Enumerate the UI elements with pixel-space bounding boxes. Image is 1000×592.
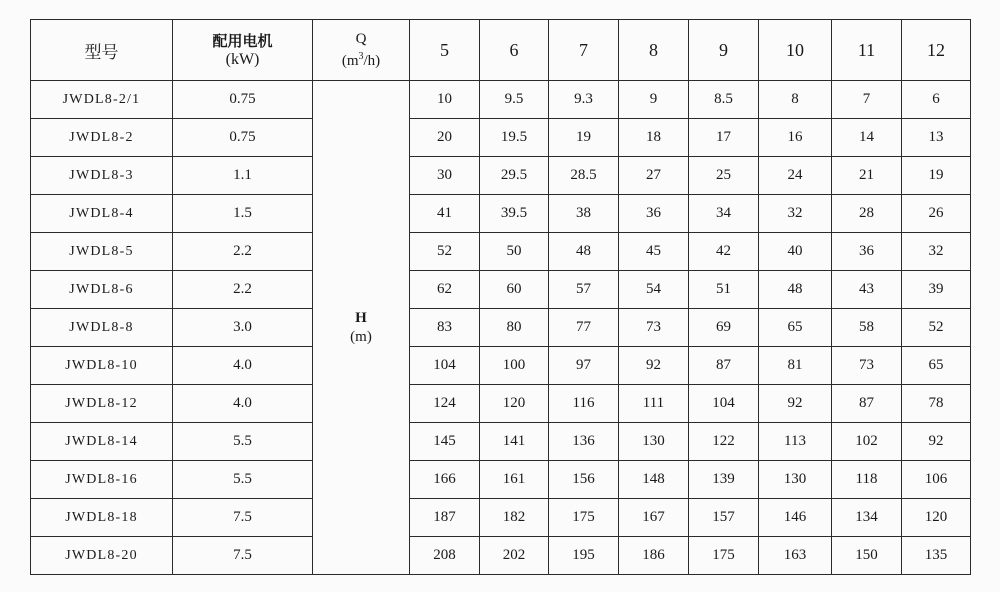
head-value-cell: 124 (410, 385, 480, 423)
head-value-cell: 139 (689, 461, 759, 499)
head-value-cell: 104 (410, 347, 480, 385)
head-value-cell: 14 (832, 119, 902, 157)
flow-value-header: 9 (689, 20, 759, 81)
head-value-cell: 175 (549, 499, 619, 537)
head-value-cell: 6 (902, 81, 971, 119)
head-unit: (m) (350, 328, 372, 345)
table-row (31, 537, 971, 575)
head-value-cell: 34 (689, 195, 759, 233)
table-row (31, 347, 971, 385)
head-value-cell: 21 (832, 157, 902, 195)
head-value-cell: 38 (549, 195, 619, 233)
flow-value-header: 11 (832, 20, 902, 81)
head-value-cell: 150 (832, 537, 902, 575)
motor-power-cell: 0.75 (173, 81, 313, 119)
head-value-cell: 8 (759, 81, 832, 119)
head-value-cell: 27 (619, 157, 689, 195)
head-value-cell: 20 (410, 119, 480, 157)
table-row (31, 195, 971, 233)
head-value-cell: 195 (549, 537, 619, 575)
head-value-cell: 32 (902, 233, 971, 271)
head-value-cell: 19.5 (480, 119, 549, 157)
head-value-cell: 161 (480, 461, 549, 499)
head-value-cell: 81 (759, 347, 832, 385)
head-value-cell: 50 (480, 233, 549, 271)
motor-power-cell: 5.5 (173, 423, 313, 461)
head-value-cell: 48 (759, 271, 832, 309)
model-cell: JWDL8-8 (31, 309, 173, 347)
motor-power-label: 配用电机 (212, 31, 273, 50)
table-row (31, 385, 971, 423)
motor-power-cell: 4.0 (173, 347, 313, 385)
table-row (31, 271, 971, 309)
head-value-cell: 52 (902, 309, 971, 347)
head-value-cell: 175 (689, 537, 759, 575)
head-value-cell: 17 (689, 119, 759, 157)
head-value-cell: 80 (480, 309, 549, 347)
model-cell: JWDL8-12 (31, 385, 173, 423)
flow-rate-unit: $(m^3/h)$ (341, 51, 381, 69)
head-value-cell: 104 (689, 385, 759, 423)
model-cell: JWDL8-14 (31, 423, 173, 461)
head-value-cell: 9 (619, 81, 689, 119)
head-value-cell: 24 (759, 157, 832, 195)
head-value-cell: 141 (480, 423, 549, 461)
head-value-cell: 8.5 (689, 81, 759, 119)
head-value-cell: 19 (549, 119, 619, 157)
head-value-cell: 28.5 (549, 157, 619, 195)
head-value-cell: 62 (410, 271, 480, 309)
head-value-cell: 10 (410, 81, 480, 119)
head-value-cell: 9.5 (480, 81, 549, 119)
head-value-cell: 166 (410, 461, 480, 499)
head-value-cell: 113 (759, 423, 832, 461)
head-value-cell: 65 (759, 309, 832, 347)
table-row (31, 233, 971, 271)
head-value-cell: 78 (902, 385, 971, 423)
head-value-cell: 145 (410, 423, 480, 461)
head-value-cell: 9.3 (549, 81, 619, 119)
head-value-cell: 16 (759, 119, 832, 157)
head-value-cell: 92 (759, 385, 832, 423)
head-value-cell: 111 (619, 385, 689, 423)
model-cell: JWDL8-16 (31, 461, 173, 499)
head-value-cell: 30 (410, 157, 480, 195)
head-value-cell: 65 (902, 347, 971, 385)
table-row (31, 81, 971, 119)
head-value-cell: 25 (689, 157, 759, 195)
head-value-cell: 73 (619, 309, 689, 347)
model-cell: JWDL8-4 (31, 195, 173, 233)
table-row (31, 499, 971, 537)
head-value-cell: 73 (832, 347, 902, 385)
head-value-cell: 69 (689, 309, 759, 347)
head-value-cell: 87 (689, 347, 759, 385)
head-value-cell: 130 (619, 423, 689, 461)
head-value-cell: 77 (549, 309, 619, 347)
head-value-cell: 36 (619, 195, 689, 233)
motor-power-unit: (kW) (225, 50, 260, 68)
head-value-cell: 92 (902, 423, 971, 461)
head-value-cell: 40 (759, 233, 832, 271)
flow-value-header: 12 (902, 20, 971, 81)
table-row (31, 309, 971, 347)
model-cell: JWDL8-3 (31, 157, 173, 195)
head-value-cell: 19 (902, 157, 971, 195)
head-value-cell: 7 (832, 81, 902, 119)
head-value-cell: 26 (902, 195, 971, 233)
head-value-cell: 187 (410, 499, 480, 537)
head-value-cell: 13 (902, 119, 971, 157)
head-value-cell: 186 (619, 537, 689, 575)
motor-power-cell: 2.2 (173, 271, 313, 309)
motor-power-cell: 1.5 (173, 195, 313, 233)
flow-rate-symbol: Q (355, 31, 367, 47)
flow-rate-header (313, 20, 410, 81)
flow-value-header: 8 (619, 20, 689, 81)
model-cell: JWDL8-5 (31, 233, 173, 271)
head-value-cell: 48 (549, 233, 619, 271)
table-row (31, 157, 971, 195)
flow-value-header: 5 (410, 20, 480, 81)
head-value-cell: 208 (410, 537, 480, 575)
motor-power-column-header (173, 20, 313, 81)
head-value-cell: 130 (759, 461, 832, 499)
head-value-cell: 146 (759, 499, 832, 537)
head-value-cell: 58 (832, 309, 902, 347)
model-cell: JWDL8-10 (31, 347, 173, 385)
head-value-cell: 29.5 (480, 157, 549, 195)
motor-power-cell: 0.75 (173, 119, 313, 157)
motor-power-cell: 7.5 (173, 499, 313, 537)
head-label-cell (313, 81, 410, 575)
motor-power-cell: 7.5 (173, 537, 313, 575)
head-value-cell: 28 (832, 195, 902, 233)
head-value-cell: 83 (410, 309, 480, 347)
head-value-cell: 60 (480, 271, 549, 309)
head-value-cell: 157 (689, 499, 759, 537)
head-value-cell: 18 (619, 119, 689, 157)
head-value-cell: 148 (619, 461, 689, 499)
pump-performance-table (30, 19, 971, 575)
head-value-cell: 43 (832, 271, 902, 309)
model-cell: JWDL8-18 (31, 499, 173, 537)
head-value-cell: 134 (832, 499, 902, 537)
flow-value-header: 7 (549, 20, 619, 81)
head-value-cell: 202 (480, 537, 549, 575)
head-value-cell: 92 (619, 347, 689, 385)
model-column-header: 型号 (31, 20, 173, 81)
head-value-cell: 97 (549, 347, 619, 385)
head-value-cell: 136 (549, 423, 619, 461)
head-value-cell: 57 (549, 271, 619, 309)
head-value-cell: 120 (902, 499, 971, 537)
head-value-cell: 106 (902, 461, 971, 499)
head-value-cell: 135 (902, 537, 971, 575)
motor-power-cell: 3.0 (173, 309, 313, 347)
model-cell: JWDL8-2/1 (31, 81, 173, 119)
head-value-cell: 102 (832, 423, 902, 461)
table-row (31, 119, 971, 157)
head-value-cell: 122 (689, 423, 759, 461)
head-value-cell: 45 (619, 233, 689, 271)
motor-power-cell: 2.2 (173, 233, 313, 271)
head-value-cell: 52 (410, 233, 480, 271)
model-cell: JWDL8-2 (31, 119, 173, 157)
head-value-cell: 36 (832, 233, 902, 271)
head-value-cell: 100 (480, 347, 549, 385)
head-value-cell: 118 (832, 461, 902, 499)
table-row (31, 461, 971, 499)
model-cell: JWDL8-6 (31, 271, 173, 309)
head-value-cell: 116 (549, 385, 619, 423)
head-symbol: H (355, 309, 367, 326)
head-value-cell: 54 (619, 271, 689, 309)
head-value-cell: 182 (480, 499, 549, 537)
head-value-cell: 51 (689, 271, 759, 309)
head-value-cell: 39 (902, 271, 971, 309)
table-header-row (31, 20, 971, 81)
motor-power-cell: 1.1 (173, 157, 313, 195)
head-value-cell: 120 (480, 385, 549, 423)
table-row (31, 423, 971, 461)
flow-value-header: 6 (480, 20, 549, 81)
motor-power-cell: 4.0 (173, 385, 313, 423)
motor-power-cell: 5.5 (173, 461, 313, 499)
head-value-cell: 32 (759, 195, 832, 233)
head-value-cell: 87 (832, 385, 902, 423)
head-value-cell: 167 (619, 499, 689, 537)
head-value-cell: 42 (689, 233, 759, 271)
flow-value-header: 10 (759, 20, 832, 81)
head-value-cell: 41 (410, 195, 480, 233)
head-value-cell: 163 (759, 537, 832, 575)
head-value-cell: 39.5 (480, 195, 549, 233)
model-cell: JWDL8-20 (31, 537, 173, 575)
head-value-cell: 156 (549, 461, 619, 499)
